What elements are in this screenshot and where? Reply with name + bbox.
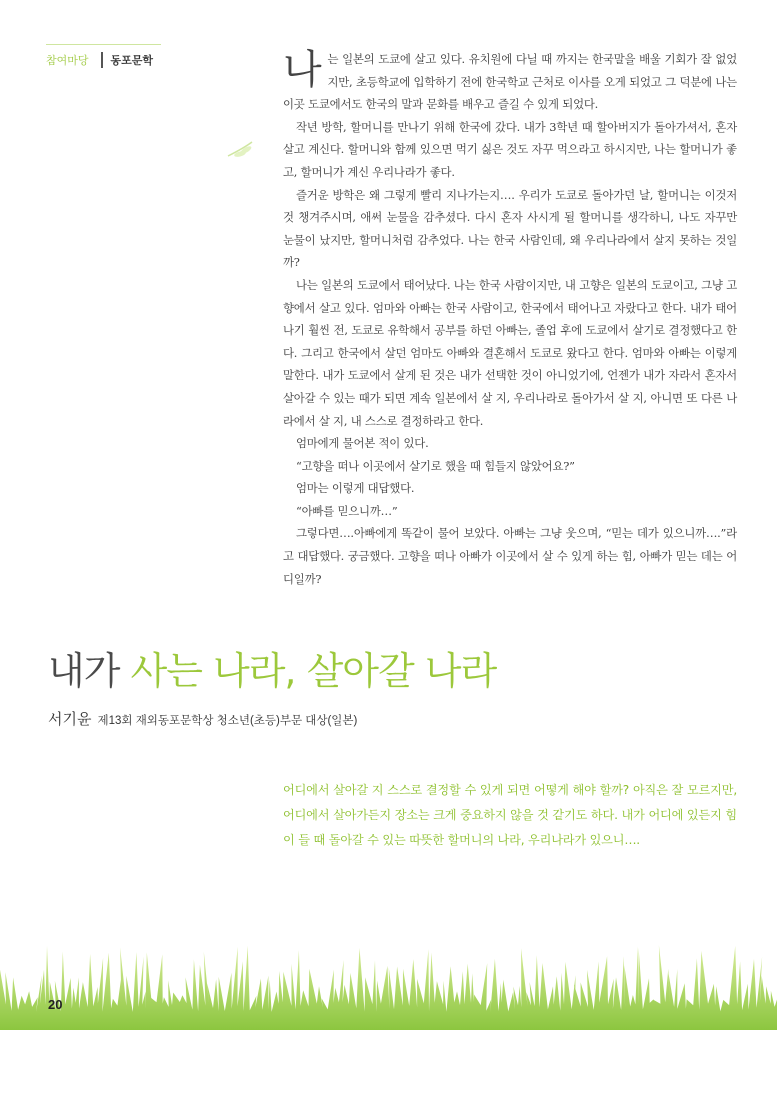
article-paragraph: “아빠를 믿으니까…”	[296, 503, 398, 518]
article-body	[283, 48, 737, 590]
header-rule	[46, 44, 161, 45]
article-paragraph: 작년 방학, 할머니를 만나기 위해 한국에 갔다. 내가 3학년 때 할아버지가 돌아가셔서, 혼자 살고 계신다. 할머니와 함께 있으면 먹기 싫은 것도 자꾸 먹으라고 하시지만, 나는 할머니가 좋고, 할머니가 계신 우리나라가 좋다.	[283, 119, 737, 179]
title-part-1: 내가	[48, 649, 120, 693]
article-paragraph: 엄마는 이렇게 대답했다.	[296, 481, 415, 496]
title-part-2: 사는 나라, 살아갈 나라	[130, 649, 497, 693]
article-paragraph: 나는 일본의 도쿄에서 태어났다. 나는 한국 사람이지만, 내 고향은 일본의 도쿄이고, 그냥 고향에서 살고 있다. 엄마와 아빠는 한국 사람이고, 한국에서 태어나고 자랐다고 한다. 내가 태어나기 훨씬 전, 도쿄로 유학해서 공부를 하던 아빠는, 졸업 후에 도쿄에서 살기로 결정했다고 한다. 그리고 한국에서 살던 엄마도 아빠와 결혼해서 도쿄로 왔다고 한다. 엄마와 아빠는 이렇게 말한다. 내가 도쿄에서 살게 된 것은 내가 선택한 것이 아니었기에, 언젠가 내가 자라서 혼자서 살아갈 수 있는 때가 되면 계속 일본에서 살 지, 우리나라로 돌아가서 살 지, 아니면 또 다른 나라에서 살 지, 내 스스로 결정하라고 한다.	[283, 277, 737, 428]
award-info: 제13회 재외동포문학상 청소년(초등)부문 대상(일본)	[97, 715, 358, 727]
byline	[48, 708, 357, 729]
category-label: 동포문학	[110, 55, 154, 67]
article-paragraph: 엄마에게 물어본 적이 있다.	[296, 436, 429, 451]
article-title	[48, 640, 496, 695]
author-name: 서기윤	[48, 711, 92, 728]
article-paragraph: 나는 일본의 도쿄에 살고 있다. 유치원에 다닐 때 까지는 한국말을 배울 기회가 잘 없었지만, 초등학교에 입학하기 전에 한국학교 근처로 이사를 오게 되었고 그 덕분에 나는 이곳 도쿄에서도 한국의 말과 문화를 배우고 즐길 수 있게 되었다.	[283, 47, 737, 112]
section-header	[46, 50, 153, 70]
article-paragraph: 즐거운 방학은 왜 그렇게 빨리 지나가는지…. 우리가 도쿄로 돌아가던 날, 할머니는 이것저것 챙겨주시며, 애써 눈물을 감추셨다. 다시 혼자 사시게 될 할머니를 생각하니, 나도 자꾸만 눈물이 났지만, 할머니처럼 감추었다. 나는 한국 사람인데, 왜 우리나라에서 살지 못하는 것일까?	[283, 187, 737, 270]
drop-cap: 나	[283, 47, 322, 93]
article-paragraph: 그렇다면….아빠에게 똑같이 물어 보았다. 아빠는 그냥 웃으며, “믿는 데가 있으니까….”라고 대답했다. 궁금했다. 고향을 떠나 아빠가 이곳에서 살 수 있게 하는 힘, 아빠가 믿는 데는 어디일까?	[283, 526, 737, 586]
grass-decoration	[0, 940, 777, 1030]
article-paragraph: “고향을 떠나 이곳에서 살기로 했을 때 힘들지 않았어요?”	[296, 458, 575, 473]
summary-text: 어디에서 살아갈 지 스스로 결정할 수 있게 되면 어떻게 해야 할까? 아직은 잘 모르지만, 어디에서 살아가든지 장소는 크게 중요하지 않을 것 같기도 하다. 내가 어디에 있든지 힘이 들 때 돌아갈 수 있는 따뜻한 할머니의 나라, 우리나라가 있으니….	[283, 783, 737, 847]
section-label: 참여마당	[46, 55, 89, 67]
header-divider	[101, 52, 103, 68]
dragonfly-icon	[226, 138, 268, 164]
page-number: 20	[48, 997, 63, 1012]
